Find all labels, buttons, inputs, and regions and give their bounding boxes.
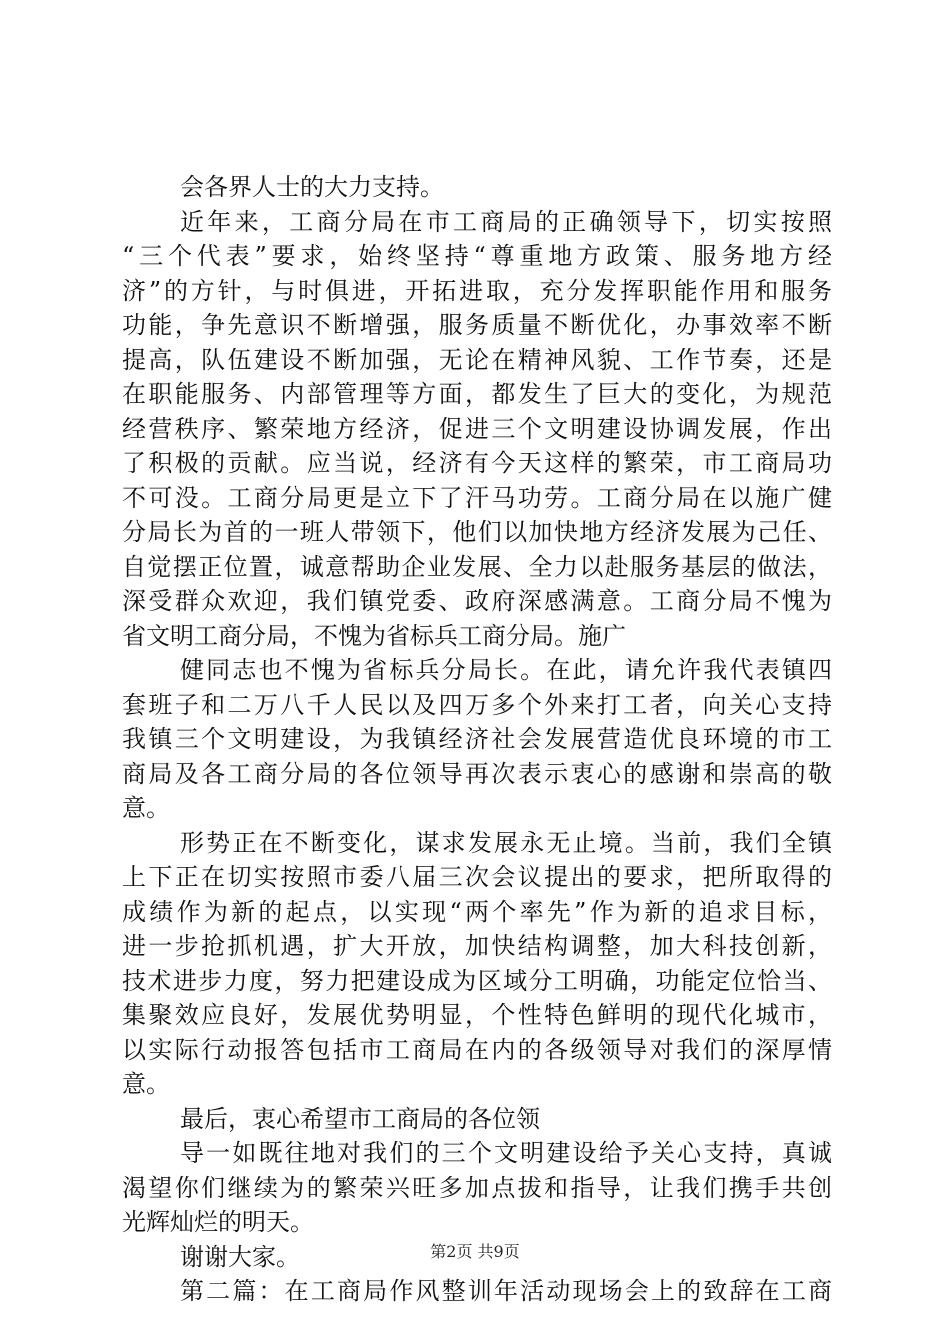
text-line: 集聚效应良好，发展优势明显，个性特色鲜明的现代化城市， <box>122 1001 832 1029</box>
text-line: 最后，衷心希望市工商局的各位领 <box>180 1104 540 1133</box>
page-footer: 第2页 共9页 <box>430 1242 520 1261</box>
text-line: 成绩作为新的起点，以实现“两个率先”作为新的追求目标， <box>122 897 832 926</box>
text-line: 以实际行动报答包括市工商局在内的各级领导对我们的深厚情 <box>122 1035 832 1064</box>
text-line: 套班子和二万八千人民以及四万多个外来打工者，向关心支持 <box>122 690 832 719</box>
text-line: 我镇三个文明建设，为我镇经济社会发展营造优良环境的市工 <box>122 725 832 753</box>
text-line: 自觉摆正位置，诚意帮助企业发展、全力以赴服务基层的做法， <box>122 552 832 581</box>
text-line: 会各界人士的大力支持。 <box>180 173 444 201</box>
text-line: 健同志也不愧为省标兵分局长。在此，请允许我代表镇四 <box>180 656 832 684</box>
text-line: 经营秩序、繁荣地方经济，促进三个文明建设协调发展，作出 <box>122 414 832 443</box>
text-line: 商局及各工商分局的各位领导再次表示衷心的感谢和崇高的敬 <box>122 759 832 788</box>
text-line: 近年来，工商分局在市工商局的正确领导下，切实按照 <box>180 207 832 236</box>
text-line: 功能，争先意识不断增强，服务质量不断优化，办事效率不断 <box>122 311 832 339</box>
text-line: 意。 <box>122 794 170 822</box>
text-line: 了积极的贡献。应当说，经济有今天这样的繁荣，市工商局功 <box>122 449 832 477</box>
text-line: 分局长为首的一班人带领下，他们以加快地方经济发展为己任、 <box>122 518 832 546</box>
text-line: 深受群众欢迎，我们镇党委、政府深感满意。工商分局不愧为 <box>122 587 832 615</box>
text-line: 不可没。工商分局更是立下了汗马功劳。工商分局在以施广健 <box>122 483 832 512</box>
text-line: 济”的方针，与时俱进，开拓进取，充分发挥职能作用和服务 <box>122 276 832 305</box>
text-line: 第二篇：在工商局作风整训年活动现场会上的致辞在工商 <box>180 1277 832 1305</box>
text-line: 在职能服务、内部管理等方面，都发生了巨大的变化，为规范 <box>122 380 832 408</box>
text-line: 上下正在切实按照市委八届三次会议提出的要求，把所取得的 <box>122 863 832 891</box>
text-line: 形势正在不断变化，谋求发展永无止境。当前，我们全镇 <box>180 828 832 857</box>
text-line: 技术进步力度，努力把建设成为区域分工明确，功能定位恰当、 <box>122 966 832 995</box>
text-line: 提高，队伍建设不断加强，无论在精神风貌、工作节奏，还是 <box>122 345 832 374</box>
text-line: 进一步抢抓机遇，扩大开放，加快结构调整，加大科技创新， <box>122 932 832 960</box>
text-line: 导一如既往地对我们的三个文明建设给予关心支持，真诚 <box>180 1139 832 1167</box>
text-line: 谢谢大家。 <box>180 1242 300 1271</box>
text-line: 省文明工商分局，不愧为省标兵工商分局。施广 <box>122 621 626 650</box>
text-line: 光辉灿烂的明天。 <box>122 1208 314 1236</box>
text-line: 渴望你们继续为的繁荣兴旺多加点拔和指导，让我们携手共创 <box>122 1173 832 1202</box>
body-text <box>122 170 832 1309</box>
text-line: “三个代表”要求，始终坚持“尊重地方政策、服务地方经 <box>122 242 832 270</box>
text-line: 意。 <box>122 1070 170 1098</box>
